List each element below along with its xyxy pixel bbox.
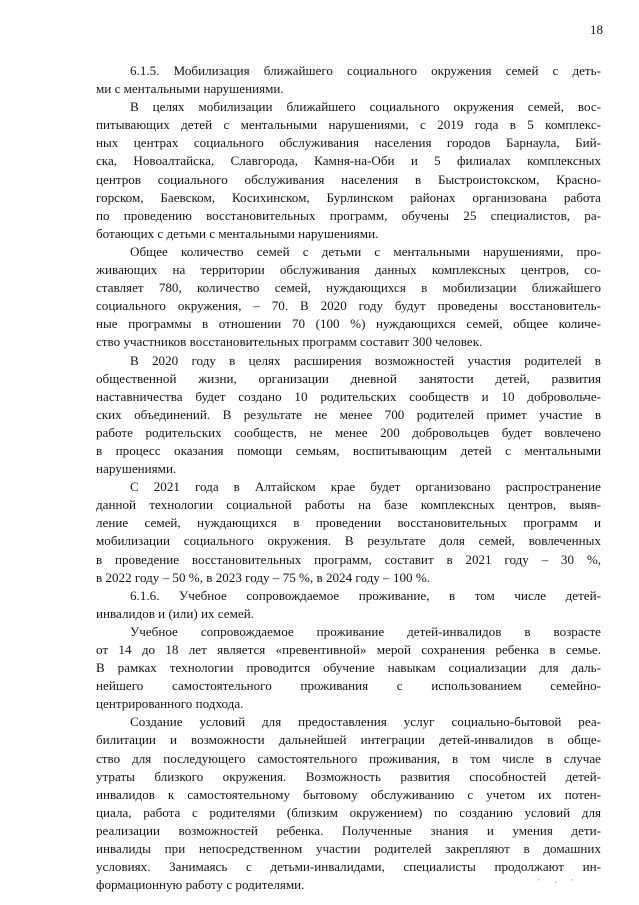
text-line: В рамках технологии проводится обучение навыкам социализации для даль- xyxy=(96,660,601,676)
text-line: реализации возможностей ребенка. Полученные знания и умения дети- xyxy=(96,822,601,838)
text-line: инвалидов и (или) их семей. xyxy=(96,605,254,621)
text-line: центров социального обслуживания населения в Быстроистокском, Красно- xyxy=(96,171,601,187)
text-line: мобилизации социального окружения. В результате доля семей, вовлеченных xyxy=(96,533,601,549)
text-line: условиях. Занимаясь с детьми-инвалидами, специалисты продолжают ин- xyxy=(96,859,601,875)
text-line: ство участников восстановительных программ составит 300 человек. xyxy=(96,334,483,350)
scan-noise-decoration: · . · xyxy=(536,876,579,886)
text-line: билитации и возможности дальнейшей интеграции детей-инвалидов в обще- xyxy=(96,732,601,748)
text-line: В целях мобилизации ближайшего социального окружения семей, вос- xyxy=(130,99,601,115)
text-line: наставничества будет создано 10 родительских сообществ и 10 добровольче- xyxy=(96,388,601,404)
text-line: ставляет 780, количество семей, нуждающихся в мобилизации ближайшего xyxy=(96,280,601,296)
text-line: по проведению восстановительных программ, обучены 25 специалистов, ра- xyxy=(96,207,601,223)
page-number: 18 xyxy=(590,22,603,37)
text-line: от 14 до 18 лет является «превентивной» мерой сохранения ребенка в семье. xyxy=(96,642,601,657)
text-line: ных центрах социального обслуживания населения городов Барнаула, Бий- xyxy=(96,135,601,151)
paragraph-rehabilitation-conditions xyxy=(96,713,601,894)
text-line: ских объединений. В результате не менее 700 родителей примет участие в xyxy=(96,406,601,422)
text-line: питывающих детей с ментальными нарушениями, с 2019 года в 5 комплекс- xyxy=(96,117,601,133)
text-line: формационную работу с родителями. xyxy=(96,877,305,893)
text-line: циала, работа с родителями (близким окружением) по созданию условий для xyxy=(96,804,601,820)
text-line: 6.1.6. Учебное сопровождаемое проживание, в том числе детей- xyxy=(130,587,601,603)
text-line: Создание условий для предоставления услуг социально-бытовой реа- xyxy=(130,714,601,730)
paragraph-technology-rollout xyxy=(96,478,601,587)
text-line: Общее количество семей с детьми с ментальными нарушениями, про- xyxy=(130,243,601,259)
text-line: С 2021 года в Алтайском крае будет организовано распространение xyxy=(130,479,601,495)
text-line: данной технологии социальной работы на базе комплексных центров, выяв- xyxy=(96,497,601,513)
text-line: нейшего самостоятельного проживания с использованием семейно- xyxy=(96,678,601,694)
text-line: ление семей, нуждающихся в проведении восстановительных программ и xyxy=(96,515,601,531)
text-line: работе родительских сообществ, не менее 200 добровольцев будет вовлечено xyxy=(96,424,601,440)
text-line: общественной жизни, организации дневной занятости детей, развития xyxy=(96,370,601,386)
text-line: горском, Баевском, Косихинском, Бурлинском районах организована работа xyxy=(96,189,601,205)
text-line: инвалидов к самостоятельному бытовому обслуживанию с учетом их потен- xyxy=(96,786,601,802)
paragraph-supported-living xyxy=(96,623,601,713)
text-line: В 2020 году в целях расширения возможностей участия родителей в xyxy=(130,352,601,368)
paragraph-6-1-6-heading xyxy=(96,587,601,623)
text-line: социального окружения, – 70. В 2020 году будут проведены восстановитель- xyxy=(96,298,601,314)
text-line: центрированного подхода. xyxy=(96,696,244,712)
text-line: в процесс оказания помощи семьям, воспитывающим детей с ментальными xyxy=(96,442,601,458)
text-line: ство для последующего самостоятельного проживания, в том числе в случае xyxy=(96,750,601,766)
text-line: нарушениями. xyxy=(96,461,177,477)
text-line: 6.1.5. Мобилизация ближайшего социального окружения семей с деть- xyxy=(130,63,601,78)
text-line: ска, Новоалтайска, Славгорода, Камня-на-Оби и 5 филиалах комплексных xyxy=(96,153,601,169)
text-line: инвалиды при непосредственном участии родителей закрепляют в домашних xyxy=(96,841,601,857)
text-line: ми с ментальными нарушениями. xyxy=(96,81,284,97)
text-line: ботающих с детьми с ментальными нарушениями. xyxy=(96,225,379,241)
text-line: утраты близкого окружения. Возможность развития способностей детей- xyxy=(96,768,601,784)
document-body xyxy=(96,62,601,894)
text-line: в проведение восстановительных программ, составит в 2021 году – 30 %, xyxy=(96,551,601,567)
text-line: живающих на территории обслуживания данных комплексных центров, со- xyxy=(96,262,601,278)
paragraph-6-1-5-heading xyxy=(96,62,601,98)
text-line: в 2022 году – 50 %, в 2023 году – 75 %, в 2024 году – 100 %. xyxy=(96,569,431,585)
text-line: ные программы в отношении 70 (100 %) нуждающихся семей, общее количе- xyxy=(96,316,601,332)
paragraph-mobilization-centers xyxy=(96,98,601,243)
text-line: Учебное сопровождаемое проживание детей-инвалидов в возрасте xyxy=(130,623,601,639)
paragraph-parent-communities xyxy=(96,352,601,479)
paragraph-family-count xyxy=(96,243,601,352)
